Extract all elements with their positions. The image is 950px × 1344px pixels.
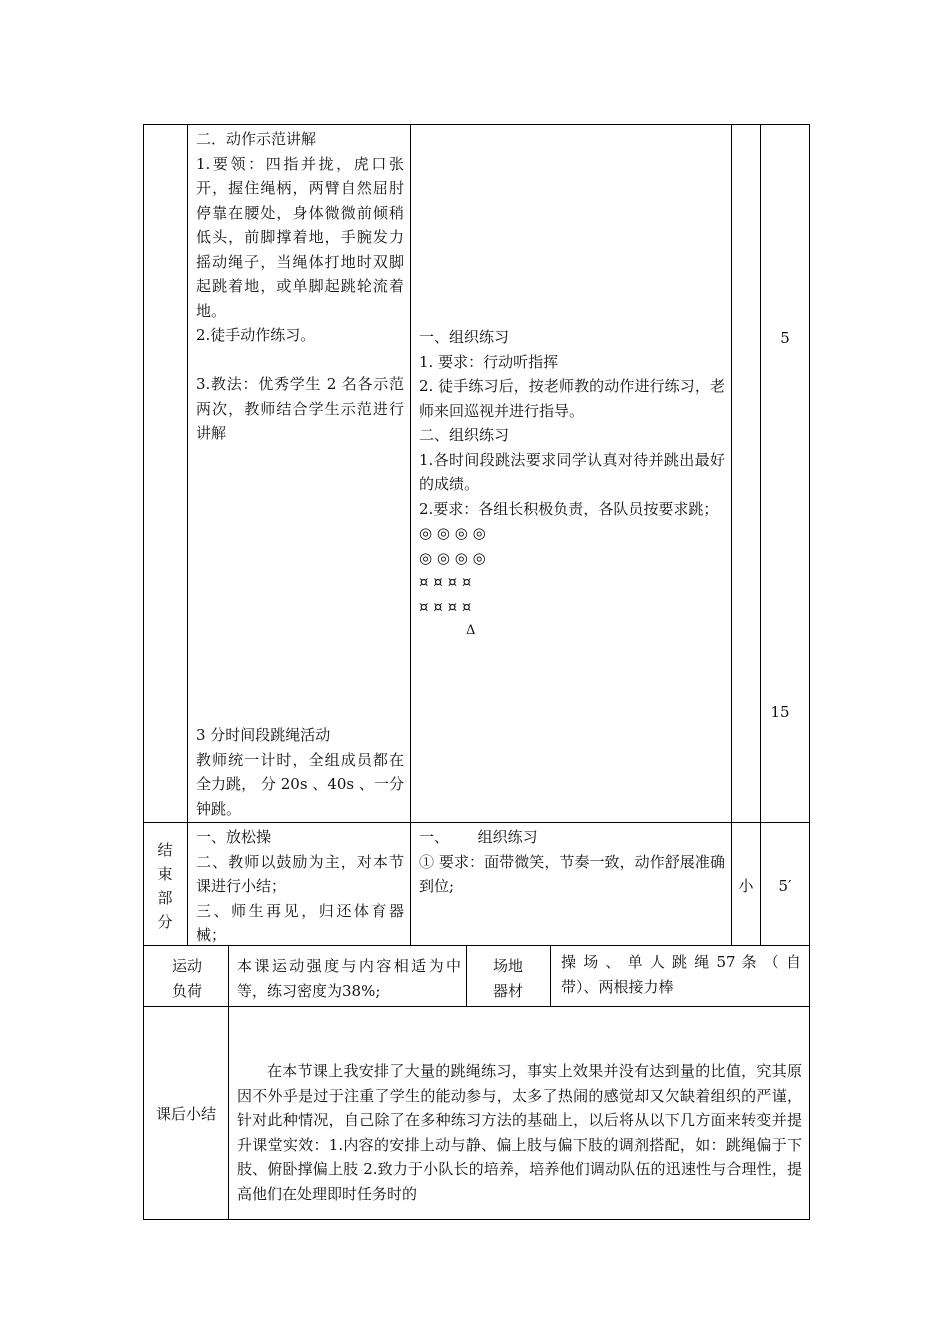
demo-title: 二．动作示范讲解 [196, 130, 317, 148]
table-border [466, 945, 467, 1007]
table-border [228, 1006, 229, 1220]
organization-practice-cell [419, 325, 725, 644]
demo-freehand-practice: 2.徒手动作练习。 [196, 326, 316, 344]
table-border [143, 124, 810, 125]
table-border [760, 124, 761, 946]
org-requirement-3: 1.各时间段跳法要求同学认真对待并跳出最好的成绩。 [419, 450, 725, 493]
timed-jump-text: 教师统一计时，全组成员都在全力跳， 分 20s 、40s 、一分钟跳。 [196, 750, 404, 818]
table-border [228, 945, 229, 1007]
summary-text: 在本节课上我安排了大量的跳绳练习，事实上效果并没有达到量的比值，究其原因不外乎是过于注重了学生的能动参与，太多了热闹的感觉却又欠缺着组织的严谨，针对此种情况，自己除了在多种练习方法的基础上，以后将从以下几方面来转变并提升课堂实效：1.内容的安排上动与静、偏上肢与偏下肢的调剂搭配，如：跳绳偏于下肢、俯卧撑偏上肢 2.致力于小队长的培养，培养他们调动队伍的迅速性与合理性，提高他们在处理即时任务时的 [237, 1062, 802, 1203]
ending-item-1: 一、放松操 [196, 828, 272, 846]
formation-row: ¤ ¤ ¤ ¤ [419, 573, 472, 591]
venue-equipment-label: 场地器材 [492, 957, 523, 1000]
org-heading-2: 二、组织练习 [419, 426, 510, 444]
demo-key-points: 1.要领：四指并拢，虎口张开，握住绳柄，两臂自然屈肘停靠在腰处，身体微微前倾稍低头，前脚撑着地，手腕发力摇动绳子，当绳体打地时双脚起跳着地，或单脚起跳轮流着地。 [196, 154, 404, 320]
demo-teaching-method: 3.教法：优秀学生 2 名各示范两次，教师结合学生示范进行讲解 [196, 375, 404, 442]
ending-section-label [153, 838, 177, 934]
table-border [143, 1219, 810, 1220]
table-border [550, 945, 551, 1007]
ending-item-2: 二、教师以鼓励为主，对本节课进行小结； [196, 852, 404, 895]
teacher-position-mark: Δ [466, 623, 476, 638]
formation-row: ¤ ¤ ¤ ¤ [419, 597, 472, 616]
ending-item-3: 三、师生再见，归还体育器械； [196, 901, 404, 944]
table-border [143, 822, 810, 823]
formation-row: ◎ ◎ ◎ ◎ [419, 548, 486, 567]
ending-time: 5′ [778, 877, 792, 895]
label-char: 部 [157, 889, 173, 907]
ending-org-heading: 一、 组织练习 [419, 828, 538, 846]
time-value: 5 [780, 329, 790, 347]
timed-jump-title: 3 分时间段跳绳活动 [196, 726, 331, 744]
table-border [809, 124, 810, 1220]
time-value: 15 [770, 703, 790, 721]
ending-org-requirement: ① 要求：面带微笑，节奏一致，动作舒展准确到位; [419, 852, 725, 895]
label-char: 结 [157, 841, 173, 859]
exercise-load-text: 本课运动强度与内容相适为中等，练习密度为38%; [237, 957, 461, 1000]
org-requirement-4: 2.要求：各组长积极负责，各队员按要求跳； [419, 499, 719, 518]
table-border [410, 124, 411, 946]
exercise-load-label: 运动负荷 [171, 957, 202, 1000]
org-requirement-1: 1. 要求：行动听指挥 [419, 352, 559, 371]
label-char: 分 [157, 913, 173, 931]
formation-row: ◎ ◎ ◎ ◎ [419, 524, 486, 542]
table-border [143, 124, 144, 1220]
summary-label: 课后小结 [155, 1105, 216, 1123]
ending-content-cell [196, 825, 404, 948]
org-requirement-2: 2. 徒手练习后，按老师教的动作进行练习，老师来回巡视并进行指导。 [419, 377, 725, 420]
ending-intensity: 小 [738, 877, 754, 895]
table-border [187, 124, 188, 946]
ending-organization-cell [419, 825, 725, 899]
label-char: 束 [157, 865, 173, 883]
venue-equipment-text: 操 场 、 单 人 跳 绳 57 条 （ 自带）、两根接力棒 [561, 953, 801, 996]
table-border [731, 124, 732, 946]
table-border [143, 1006, 810, 1007]
timed-jump-activity [196, 723, 404, 821]
org-heading-1: 一、组织练习 [419, 328, 510, 346]
demo-explanation-cell [196, 127, 404, 446]
